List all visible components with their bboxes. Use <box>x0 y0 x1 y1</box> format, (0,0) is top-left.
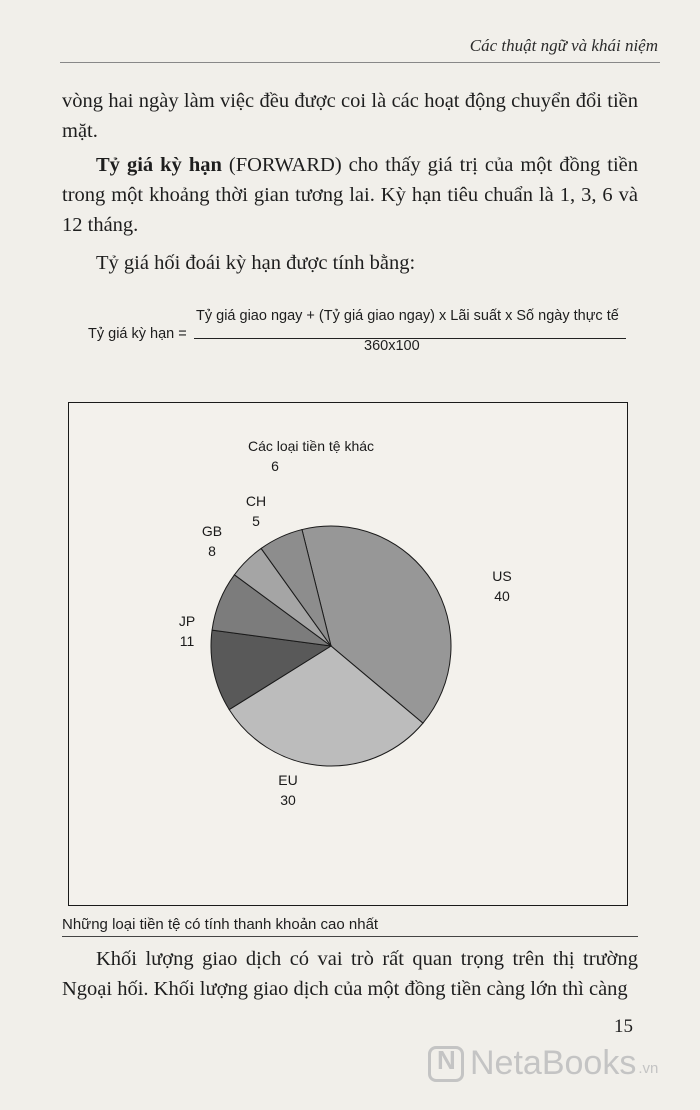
watermark-suffix: .vn <box>638 1060 659 1077</box>
slice-label-gb: GB <box>201 523 223 539</box>
slice-value-ch: 5 <box>252 513 260 529</box>
running-header: Các thuật ngữ và khái niệm <box>469 36 658 55</box>
chart-caption: Những loại tiền tệ có tính thanh khoản cao nhất <box>62 916 379 933</box>
slice-label-ch: CH <box>245 493 267 509</box>
paragraph-forward-rate <box>62 150 638 240</box>
pie-chart-box <box>68 402 628 906</box>
formula-numerator: Tỷ giá giao ngay + (Tỷ giá giao ngay) x Lãi suất x Số ngày thực tế <box>196 308 619 324</box>
caption-rule <box>62 936 638 937</box>
paragraph-formula-intro: Tỷ giá hối đoái kỳ hạn được tính bằng: <box>96 252 416 274</box>
slice-label-cac-loai-tien-te-khac: Các loại tiền tệ khác <box>247 438 375 454</box>
watermark-brand: NetaBooks <box>470 1044 637 1082</box>
pie-chart <box>69 403 627 905</box>
formula-label: Tỷ giá kỳ hạn = <box>88 326 187 342</box>
header-rule <box>60 62 660 63</box>
page-number: 15 <box>614 1016 633 1037</box>
slice-value-eu: 30 <box>280 792 296 808</box>
slice-label-jp: JP <box>178 613 196 629</box>
slice-label-us: US <box>492 568 512 584</box>
slice-value-us: 40 <box>494 588 510 604</box>
formula-denominator: 360x100 <box>364 338 420 354</box>
netabooks-watermark <box>428 1044 658 1083</box>
slice-value-cac-loai-tien-te-khac: 6 <box>271 458 279 474</box>
slice-label-eu: EU <box>278 772 298 788</box>
paragraph-cash-conversion: vòng hai ngày làm việc đều được coi là các hoạt động chuyển đổi tiền mặt. <box>62 90 638 142</box>
slice-value-jp: 11 <box>179 633 195 649</box>
paragraph-trading-volume: Khối lượng giao dịch có vai trò rất quan trọng trên thị trường Ngoại hối. Khối lượng giao dịch của một đồng tiền càng lớn thì càng <box>62 948 638 1000</box>
slice-value-gb: 8 <box>208 543 216 559</box>
forward-rate-formula <box>62 308 622 354</box>
forward-rate-definition: (FORWARD) cho thấy giá trị của một đồng tiền trong một khoảng thời gian tương lai. Kỳ hạn tiêu chuẩn là 1, 3, 6 và 12 tháng. <box>62 154 638 236</box>
netabooks-logo-icon <box>428 1046 464 1082</box>
forward-rate-term: Tỷ giá kỳ hạn <box>96 154 222 176</box>
